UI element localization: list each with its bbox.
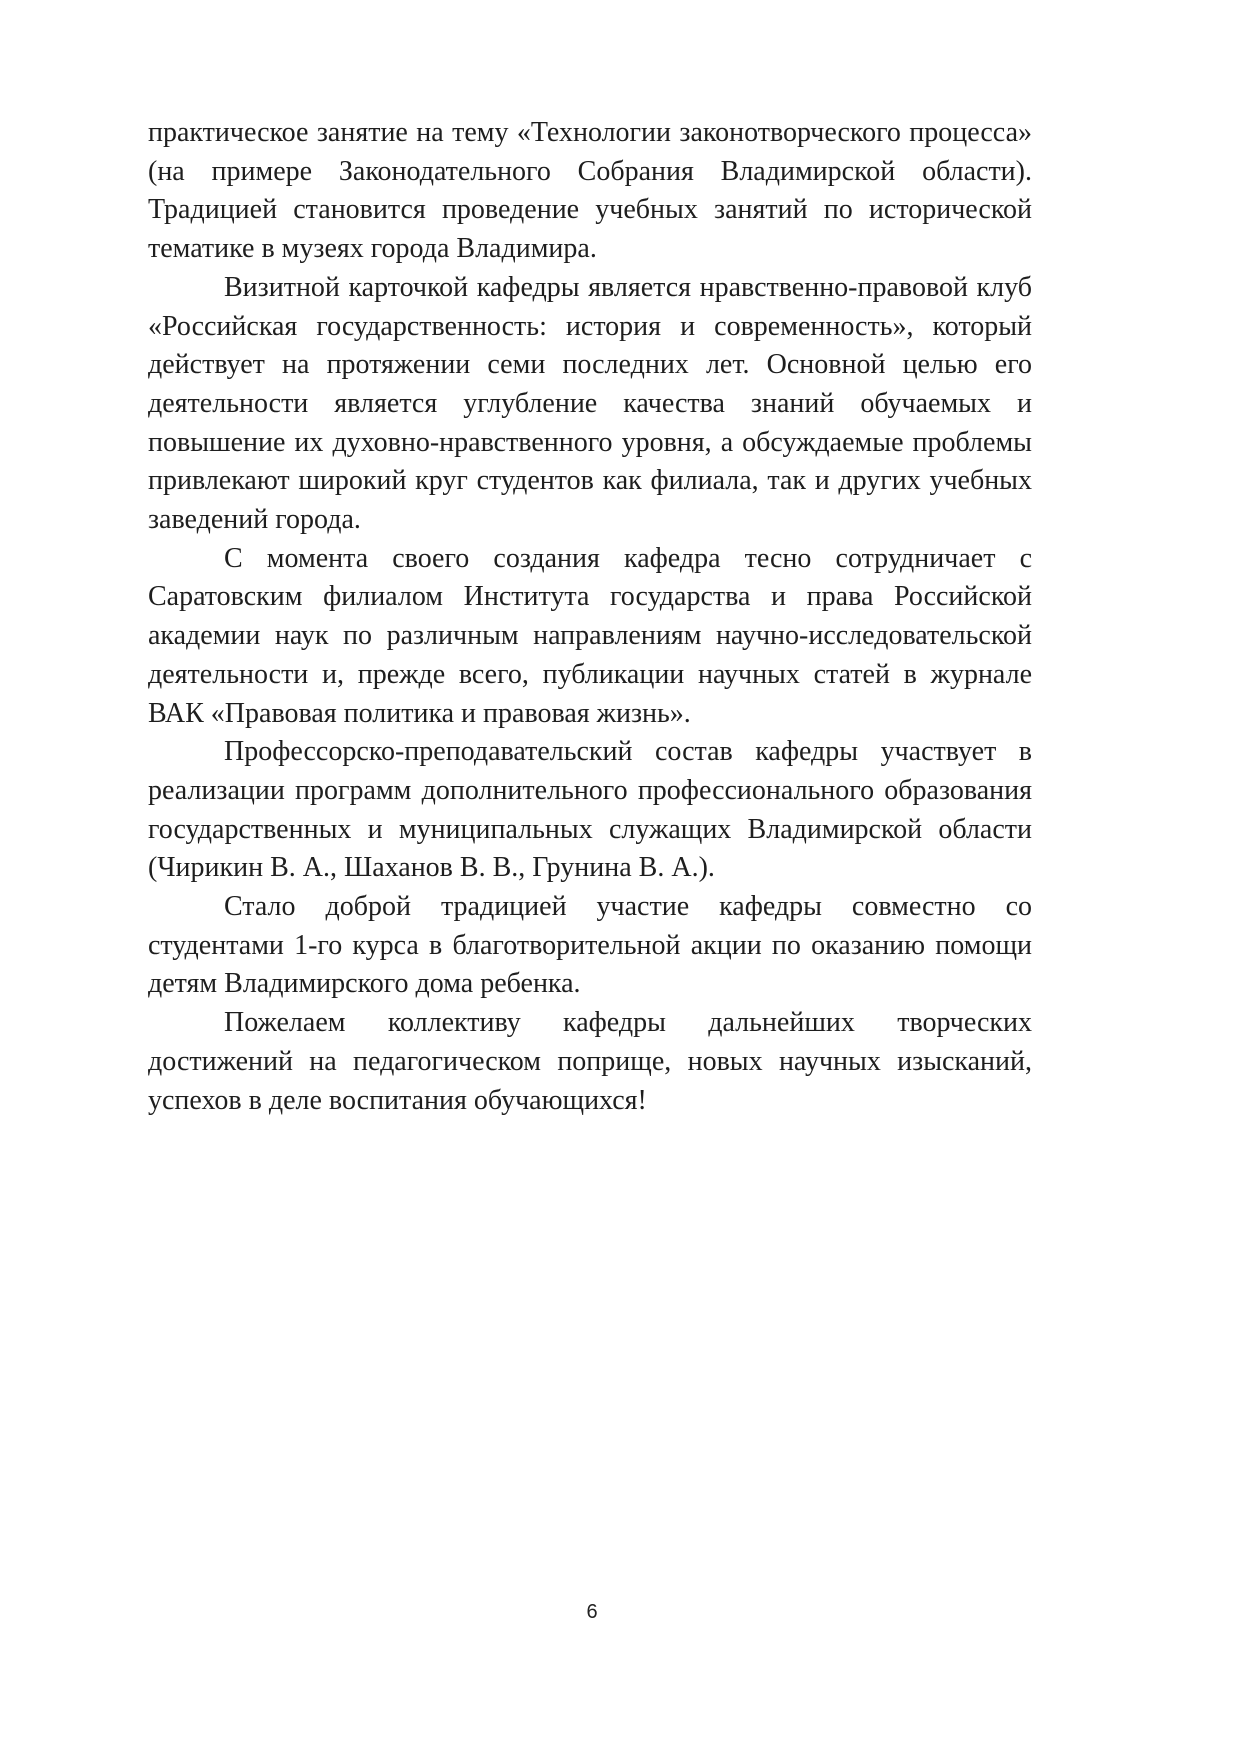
paragraph-cooperation: С момента своего создания кафедра тесно сотрудничает с Саратовским филиалом Института государства и права Российской академии наук по различным направлениям научно-исследовательской деятельности и, прежде всего, публикации научных статей в журнале ВАК «Правовая политика и правовая жизнь». bbox=[148, 542, 1032, 729]
paragraph-wishes: Пожелаем коллективу кафедры дальнейших творческих достижений на педагогическом поприще, новых научных изысканий, успехов в деле воспитания обучающихся! bbox=[148, 1007, 1032, 1116]
paragraph-charity: Стало доброй традицией участие кафедры совместно со студентами 1-го курса в благотворительной акции по оказанию помощи детям Владимирского дома ребенка. bbox=[148, 891, 1032, 1000]
paragraph-continuation: практическое занятие на тему «Технологии законотворческого процесса» (на примере Законодательного Собрания Владимирской области). Традицией становится проведение учебных занятий по исторической тематике в музеях города Владимира. bbox=[148, 117, 1032, 265]
paragraph-club: Визитной карточкой кафедры является нравственно-правовой клуб «Российская государственность: история и современность», который действует на протяжении семи последних лет. Основной целью его деятельности является углубление качества знаний обучаемых и повышение их духовно-нравственного уровня, а обсуждаемые проблемы привлекают широкий круг студентов как филиала, так и других учебных заведений города. bbox=[148, 271, 1032, 536]
body-text bbox=[148, 114, 1032, 1120]
page-number: 6 bbox=[586, 1601, 598, 1623]
paragraph-staff: Профессорско-преподавательский состав кафедры участвует в реализации программ дополнительного профессионального образования государственных и муниципальных служащих Владимирской области (Чирикин В. А., Шаханов В. В., Грунина В. А.). bbox=[148, 736, 1032, 884]
